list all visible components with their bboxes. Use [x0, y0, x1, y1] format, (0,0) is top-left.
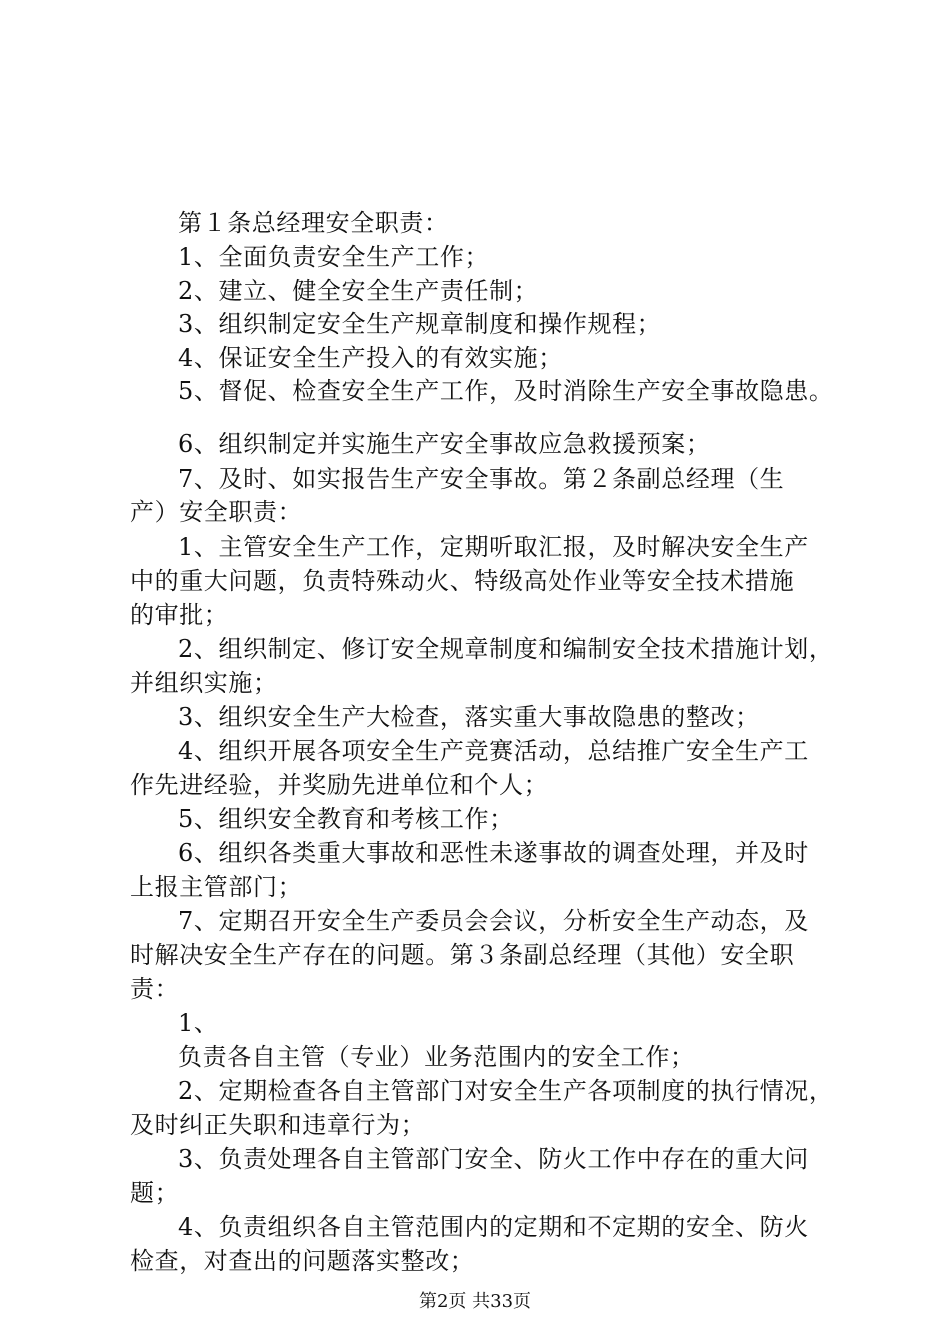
text-line: 7、定期召开安全生产委员会会议，分析安全生产动态，及	[178, 907, 809, 935]
text-line: 题；	[130, 1179, 180, 1207]
text-line: 上报主管部门；	[130, 873, 303, 901]
text-line: 5、督促、检查安全生产工作，及时消除生产安全事故隐患。	[178, 377, 834, 405]
text-line: 2、定期检查各自主管部门对安全生产各项制度的执行情况，	[178, 1077, 834, 1105]
text-line: 产）安全职责：	[130, 498, 303, 526]
text-line: 4、负责组织各自主管范围内的定期和不定期的安全、防火	[178, 1213, 809, 1241]
text-line: 责：	[130, 975, 180, 1003]
text-line: 2、建立、健全安全生产责任制；	[178, 277, 539, 305]
text-line: 3、负责处理各自主管部门安全、防火工作中存在的重大问	[178, 1145, 809, 1173]
text-line: 3、组织制定安全生产规章制度和操作规程；	[178, 310, 662, 338]
text-line: 2、组织制定、修订安全规章制度和编制安全技术措施计划，	[178, 635, 834, 663]
text-line: 时解决安全生产存在的问题。第３条副总经理（其他）安全职	[130, 941, 795, 969]
text-line: 检查，对查出的问题落实整改；	[130, 1247, 475, 1275]
text-line: 负责各自主管（专业）业务范围内的安全工作；	[178, 1043, 695, 1071]
page-number: 第2页 共33页	[418, 1291, 532, 1312]
text-line: 4、保证安全生产投入的有效实施；	[178, 344, 563, 372]
text-line: 及时纠正失职和违章行为；	[130, 1111, 426, 1139]
text-line: 1、主管安全生产工作，定期听取汇报，及时解决安全生产	[178, 533, 809, 561]
text-line: 5、组织安全教育和考核工作；	[178, 805, 514, 833]
text-line: 4、组织开展各项安全生产竞赛活动，总结推广安全生产工	[178, 737, 809, 765]
text-line: 1、	[178, 1009, 219, 1037]
text-line: 6、组织制定并实施生产安全事故应急救援预案；	[178, 430, 711, 458]
text-line: 中的重大问题，负责特殊动火、特级高处作业等安全技术措施	[130, 567, 795, 595]
text-line: 6、组织各类重大事故和恶性未遂事故的调查处理，并及时	[178, 839, 809, 867]
text-line: 7、及时、如实报告生产安全事故。第２条副总经理（生	[178, 465, 785, 493]
text-line: 3、组织安全生产大检查，落实重大事故隐患的整改；	[178, 703, 760, 731]
text-line: 作先进经验，并奖励先进单位和个人；	[130, 771, 549, 799]
text-line: 的审批；	[130, 601, 229, 629]
text-line: 第１条总经理安全职责：	[178, 209, 449, 237]
text-line: 并组织实施；	[130, 669, 278, 697]
text-line: 1、全面负责安全生产工作；	[178, 243, 490, 271]
